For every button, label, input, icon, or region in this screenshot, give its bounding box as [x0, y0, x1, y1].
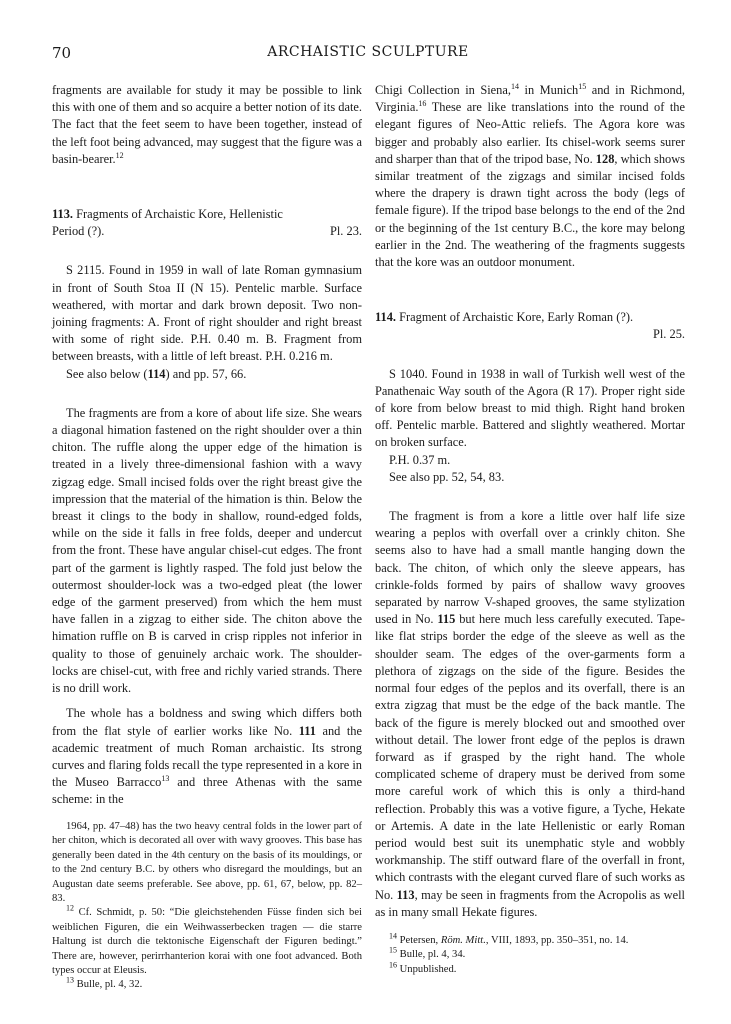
page-number: 70	[52, 44, 72, 62]
analysis-paragraph: The whole has a boldness and swing which differs both from the flat style of earlier works like No. 111 and the academic treatment of much Roman archaistic. Its strong curves and flaring folds recall the type represented in a kore in the Museo Barracco$^{13}$ and three Athenas with the same scheme: in the	[52, 706, 362, 807]
page-header	[52, 44, 684, 64]
cross-reference[interactable]: 128	[595, 151, 615, 166]
intro-paragraph: fragments are available for study it may be possible to link this with one of them and so acquire a better notion of its date. The fact that the feet seem to have been together, instead of the left foot being advanced, may suggest that the figure was a basin-bearer.$^{12}$	[52, 83, 362, 166]
cross-reference[interactable]: 113	[396, 887, 415, 902]
left-column	[52, 82, 362, 809]
footnote-12: $^{12}$ Cf. Schmidt, p. 50: “Die gleichstehenden Füsse finden sich bei weiblichen Figuren, die ein Weihwasserbecken tragen — die starre Haltung ist durch die tektonische Eigenschaft der Figuren bedingt.” There are, however, perirrhanterion korai with one foot advanced. Both types occur at Eleusis.	[52, 903, 362, 977]
preserved-height: P.H. 0.37 m.	[389, 452, 451, 467]
cross-reference[interactable]: 114	[147, 366, 166, 381]
see-also: See also below (114) and pp. 57, 66.	[66, 366, 247, 381]
entry-number: 114.	[375, 310, 396, 325]
entry-number: 113.	[52, 207, 73, 222]
right-column	[375, 82, 685, 921]
footnote-ref[interactable]: 15	[578, 81, 587, 91]
footnote-ref[interactable]: 13	[161, 773, 170, 783]
plate-reference[interactable]: Pl. 23.	[329, 224, 362, 239]
plate-reference[interactable]: Pl. 25.	[652, 327, 685, 342]
footnote-ref[interactable]: 12	[115, 150, 124, 160]
see-also: See also pp. 52, 54, 83.	[389, 469, 505, 484]
catalogue-entry: S 1040. Found in 1938 in wall of Turkish well west of the Panathenaic Way south of the Agora (R 17). Proper right side of kore from below breast to mid thigh. Right hand broken off. Pentelic marble. Battered and slightly weathered. Mortar on broken surface.	[375, 366, 685, 450]
catalogue-entry: S 2115. Found in 1959 in wall of late Roman gymnasium in front of South Stoa II (N 15). Pentelic marble. Surface weathered, with mortar and dark brown deposit. Two non-joining fragments: A. Front of right shoulder and right breast with some of right side. P.H. 0.40 m. B. Fragment from between breasts, with a little of left breast. P.H. 0.216 m.	[52, 263, 362, 364]
description-paragraph: The fragments are from a kore of about life size. She wears a diagonal himation fastened on the right shoulder over a thin chiton. The ruffle along the upper edge of the himation is treated in a lively three-dimensional fashion with a wavy zigzag edge. Small incised folds over the right breast give the impression that the material of the himation is thin. Below the breast it clings to the body in shallow, round-edged folds, while on the side it falls in free folds, deeper and undercut from the front. These have angular chisel-cut edges. The front part of the garment is lightly rasped. The fold just below the outermost shoulder-lock was a two-edged pleat (the lower edge of the garment preserved) from which the hem must have fallen in a zigzag to either side. The chiton above the himation ruffle on B is carved in crisp ripples not inferior in quality to those of genuinely archaic work. The shoulder-locks are chisel-cut, with free and richly varied strands. There is no drill work.	[52, 405, 362, 696]
footnotes-right	[375, 931, 685, 977]
entry-114-title: 114. Fragment of Archaistic Kore, Early Roman (?).	[375, 310, 634, 325]
running-title: ARCHAISTIC SCULPTURE	[267, 44, 469, 60]
footnote-16: $^{16}$ Unpublished.	[389, 960, 457, 975]
footnote-13: $^{13}$ Bulle, pl. 4, 32.	[66, 975, 143, 991]
footnotes-left	[52, 820, 362, 993]
cross-reference[interactable]: 115	[437, 612, 456, 627]
footnote-15: $^{15}$ Bulle, pl. 4, 34.	[389, 945, 466, 961]
footnote-continuation: 1964, pp. 47–48) has the two heavy central folds in the lower part of her chiton, which is decorated all over with wavy grooves. This base has generally been dated in the 4th century on the basis of its mouldings, or to the 2nd century B.C. by others who disregard the mouldings, but an Augustan date seems preferable. See above, pp. 61, 67, below, pp. 82–83.	[52, 821, 362, 905]
continuation-paragraph: Chigi Collection in Siena,$^{14}$ in Munich$^{15}$ and in Richmond, Virginia.$^{16}$ These are like translations into the round of the elegant figures of Neo-Attic reliefs. The Agora kore was bigger and probably also earlier. Its chisel-work seems surer and sharper than that of the tripod base, No. 128, which shows similar treatment of the zigzags and similar incised folds where the drapery is drawn tight across the body (legs of female figure). If the tripod base belongs to the end of the 2nd or the beginning of the 1st century B.C., the kore may belong earlier in the 2nd. The weathering of the fragments suggests that the kore was an outdoor monument.	[375, 81, 686, 270]
footnote-ref[interactable]: 14	[510, 81, 519, 91]
description-paragraph: The fragment is from a kore a little over half life size wearing a peplos with overfall over a crinkly chiton. She seems also to have had a small mantle hanging down the back. The chiton, of which only the sleeve appears, has crinkle-folds formed by pairs of shallow wavy grooves separated by narrow V-shaped grooves, the same stylization used in No. 115 but here much less carefully executed. Tape-like flat strips border the edge of the sleeve as well as the shoulder seam. The edges of the over-garments form a plethora of zigzags on the side of the figure. Besides the normal four edges of the peplos and its overfall, there is an extra zigzag that must be the edge of the back mantle. The back of the figure is merely blocked out and smoothed over without detail. The lower front edge of the peplos is drawn forward as if grasped by the right hand. The whole complicated scheme of drapery must be derived from some more careful work of which this is only a third-hand reflection. Probably this was a votive figure, a Tyche, Hekate or Artemis. A date in the late Hellenistic or early Roman period would best suit its unemphatic style and wobbly workmanship. The stiff outward flare of the overfall in front, which contrasts with the elegant curved flare of such works as No. 113, may be seen in fragments from the Acropolis as well as in many small Hekate figures.	[375, 509, 685, 919]
footnote-14: $^{14}$ Petersen, Röm. Mitt., VIII, 1893, pp. 350–351, no. 14.	[389, 931, 629, 946]
footnote-ref[interactable]: 16	[418, 99, 427, 109]
entry-113-title: 113. Fragments of Archaistic Kore, Hellenistic Period (?). Pl. 23.	[52, 206, 362, 240]
cross-reference[interactable]: 111	[298, 723, 316, 738]
